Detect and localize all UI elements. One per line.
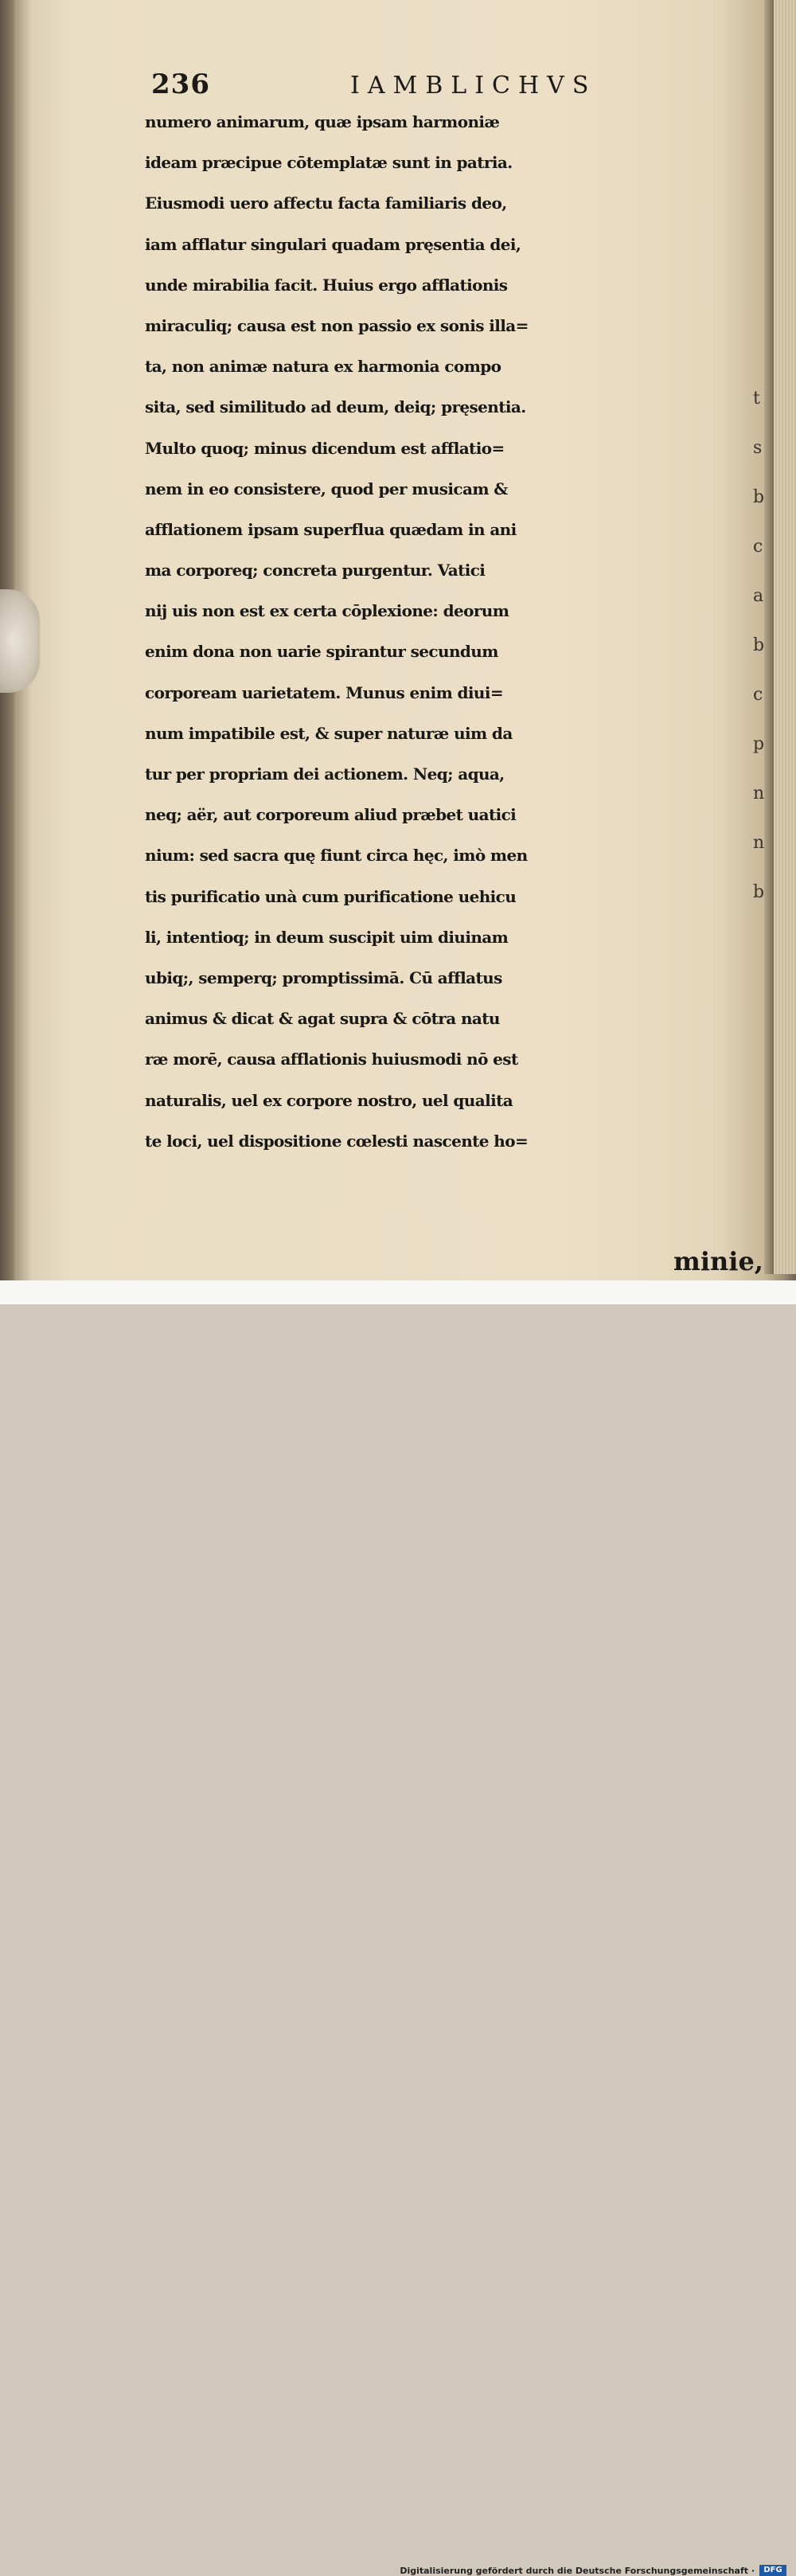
text-line: num impatibile est, & super naturæ uim da (145, 723, 513, 743)
text-line: corpoream uarietatem. Munus enim diui= (145, 682, 503, 702)
text-line: te loci, uel dispositione cœlesti nascente ho= (145, 1131, 529, 1151)
margin-letter: n (753, 784, 765, 803)
margin-letter: b (753, 882, 765, 902)
text-line: sita, sed similitudo ad deum, deiq; pręsentia. (145, 397, 526, 417)
text-line: numero animarum, quæ ipsam harmoniæ (145, 112, 500, 131)
margin-letter: p (753, 734, 765, 754)
footer-bar (0, 1280, 796, 2576)
text-line: naturalis, uel ex corpore nostro, uel qualita (145, 1090, 513, 1110)
body-text (145, 102, 750, 1162)
text-line: tur per propriam dei actionem. Neq; aqua, (145, 764, 505, 784)
text-line: ideam præcipue cōtemplatæ sunt in patria. (145, 153, 513, 173)
text-line: nem in eo consistere, quod per musicam & (145, 479, 508, 498)
text-line: Eiusmodi uero affectu facta familiaris deo, (145, 193, 507, 213)
margin-letter: s (753, 438, 763, 458)
facing-page-letters (753, 374, 769, 917)
text-line: animus & dicat & agat supra & cōtra natu (145, 1009, 500, 1029)
funding-credit: Digitalisierung gefördert durch die Deutsche Forschungsgemeinschaft · (400, 2566, 755, 2576)
margin-letter: n (753, 833, 765, 853)
margin-letter: b (753, 635, 765, 655)
text-line: Multo quoq; minus dicendum est afflatio= (145, 438, 505, 458)
text-line: li, intentioq; in deum suscipit uim diuinam (145, 927, 509, 947)
text-line: miraculiq; causa est non passio ex sonis illa= (145, 315, 529, 335)
text-line: enim dona non uarie spirantur secundum (145, 642, 498, 662)
page-edges (774, 0, 796, 1274)
margin-letter: c (753, 537, 763, 557)
text-line: iam afflatur singulari quadam pręsentia dei, (145, 234, 521, 254)
page-number: 236 (151, 68, 210, 100)
text-line: ta, non animæ natura ex harmonia compo (145, 357, 501, 377)
text-line: neq; aër, aut corporeum aliud præbet uatici (145, 805, 517, 825)
margin-letter: c (753, 685, 763, 705)
text-line: ræ morē, causa afflationis huiusmodi nō est (145, 1050, 518, 1069)
text-line: afflationem ipsam superflua quædam in ani (145, 519, 517, 539)
text-line: ma corporeq; concreta purgentur. Vatici (145, 561, 486, 580)
text-line: tis purificatio unà cum purificatione uehicu (145, 886, 517, 906)
margin-letter: t (753, 389, 760, 408)
text-line: unde mirabilia facit. Huius ergo afflationis (145, 275, 508, 295)
page-clip (0, 589, 40, 693)
catchword: minie, (673, 1246, 763, 1276)
dfg-logo[interactable]: DFG (759, 2565, 786, 2576)
margin-letter: b (753, 487, 765, 507)
text-line: nij uis non est ex certa cōplexione: deorum (145, 601, 509, 621)
running-head: IAMBLICHVS (350, 72, 597, 100)
text-line: ubiq;, semperq; promptissimā. Cū afflatus (145, 967, 502, 987)
margin-letter: a (753, 586, 764, 606)
text-line: nium: sed sacra quę fiunt circa hęc, imò men (145, 846, 528, 866)
